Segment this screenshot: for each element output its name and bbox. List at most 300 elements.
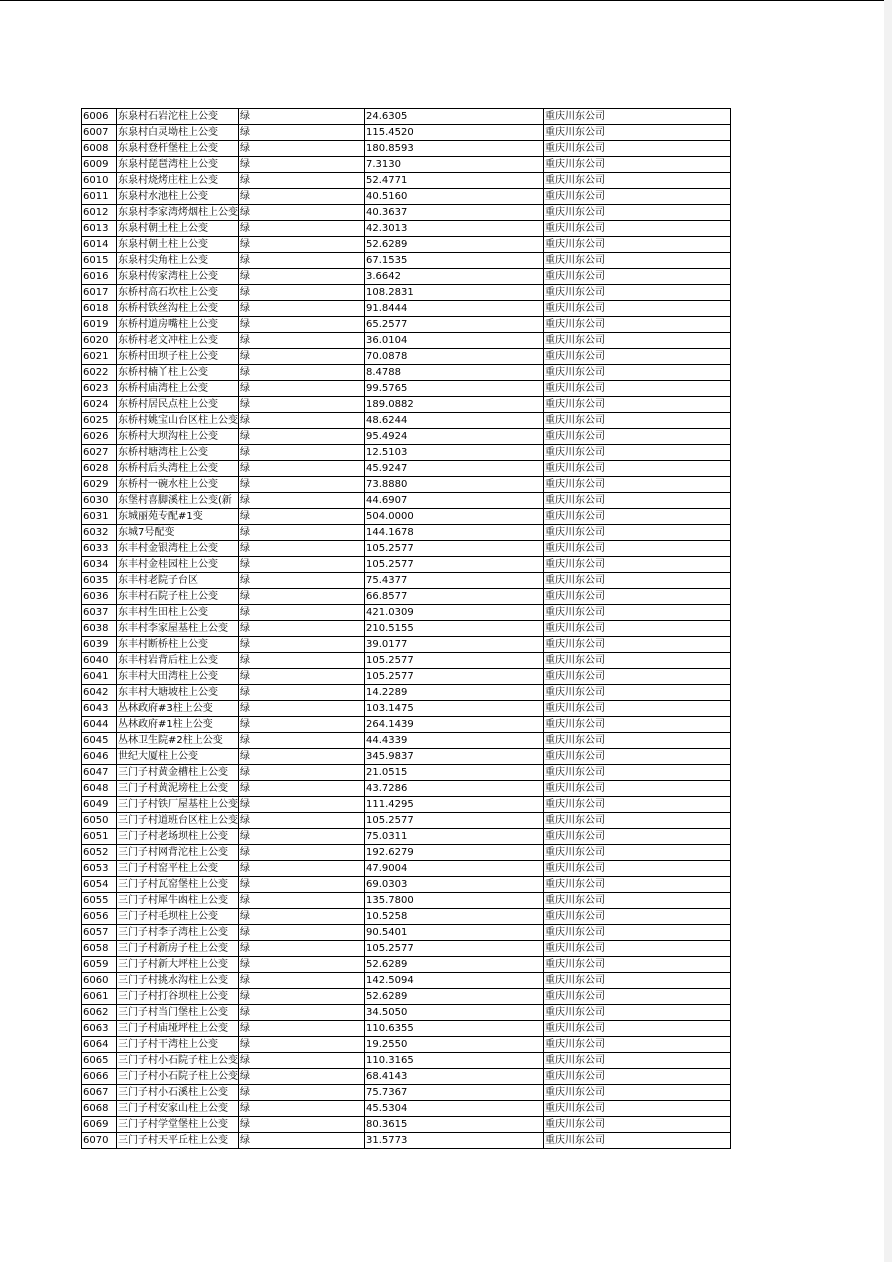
company-cell: 重庆川东公司 bbox=[544, 525, 731, 541]
transformer-name-cell: 三门子村道班台区柱上公变 bbox=[117, 813, 239, 829]
row-id-cell: 6061 bbox=[82, 989, 117, 1005]
table-row bbox=[82, 797, 731, 813]
row-id-cell: 6056 bbox=[82, 909, 117, 925]
row-id-cell: 6012 bbox=[82, 205, 117, 221]
table-row bbox=[82, 1005, 731, 1021]
status-color-cell: 绿 bbox=[239, 253, 365, 269]
table-row bbox=[82, 397, 731, 413]
row-id-cell: 6047 bbox=[82, 765, 117, 781]
company-cell: 重庆川东公司 bbox=[544, 653, 731, 669]
status-color-cell: 绿 bbox=[239, 301, 365, 317]
status-color-cell: 绿 bbox=[239, 477, 365, 493]
value-cell: 45.5304 bbox=[365, 1101, 544, 1117]
value-cell: 189.0882 bbox=[365, 397, 544, 413]
company-cell: 重庆川东公司 bbox=[544, 445, 731, 461]
value-cell: 180.8593 bbox=[365, 141, 544, 157]
transformer-name-cell: 东泉村水池柱上公变 bbox=[117, 189, 239, 205]
status-color-cell: 绿 bbox=[239, 349, 365, 365]
table-row bbox=[82, 253, 731, 269]
status-color-cell: 绿 bbox=[239, 989, 365, 1005]
row-id-cell: 6032 bbox=[82, 525, 117, 541]
company-cell: 重庆川东公司 bbox=[544, 941, 731, 957]
transformer-name-cell: 东泉村琵琶湾柱上公变 bbox=[117, 157, 239, 173]
status-color-cell: 绿 bbox=[239, 701, 365, 717]
table-row bbox=[82, 653, 731, 669]
transformer-name-cell: 丛林政府#1柱上公变 bbox=[117, 717, 239, 733]
row-id-cell: 6019 bbox=[82, 317, 117, 333]
company-cell: 重庆川东公司 bbox=[544, 397, 731, 413]
company-cell: 重庆川东公司 bbox=[544, 365, 731, 381]
row-id-cell: 6042 bbox=[82, 685, 117, 701]
value-cell: 144.1678 bbox=[365, 525, 544, 541]
status-color-cell: 绿 bbox=[239, 861, 365, 877]
company-cell: 重庆川东公司 bbox=[544, 957, 731, 973]
row-id-cell: 6040 bbox=[82, 653, 117, 669]
company-cell: 重庆川东公司 bbox=[544, 301, 731, 317]
row-id-cell: 6029 bbox=[82, 477, 117, 493]
table-row bbox=[82, 413, 731, 429]
transformer-name-cell: 东泉村烧烤庄柱上公变 bbox=[117, 173, 239, 189]
value-cell: 43.7286 bbox=[365, 781, 544, 797]
row-id-cell: 6008 bbox=[82, 141, 117, 157]
company-cell: 重庆川东公司 bbox=[544, 861, 731, 877]
table-row bbox=[82, 893, 731, 909]
row-id-cell: 6028 bbox=[82, 461, 117, 477]
transformer-name-cell: 东桥村后头湾柱上公变 bbox=[117, 461, 239, 477]
transformer-name-cell: 丛林卫生院#2柱上公变 bbox=[117, 733, 239, 749]
status-color-cell: 绿 bbox=[239, 1069, 365, 1085]
row-id-cell: 6010 bbox=[82, 173, 117, 189]
row-id-cell: 6043 bbox=[82, 701, 117, 717]
status-color-cell: 绿 bbox=[239, 621, 365, 637]
company-cell: 重庆川东公司 bbox=[544, 829, 731, 845]
status-color-cell: 绿 bbox=[239, 397, 365, 413]
status-color-cell: 绿 bbox=[239, 797, 365, 813]
status-color-cell: 绿 bbox=[239, 573, 365, 589]
transformer-name-cell: 三门子村庙垭坪柱上公变 bbox=[117, 1021, 239, 1037]
table-row bbox=[82, 509, 731, 525]
status-color-cell: 绿 bbox=[239, 237, 365, 253]
status-color-cell: 绿 bbox=[239, 125, 365, 141]
company-cell: 重庆川东公司 bbox=[544, 381, 731, 397]
transformer-name-cell: 世纪大厦柱上公变 bbox=[117, 749, 239, 765]
value-cell: 36.0104 bbox=[365, 333, 544, 349]
table-row bbox=[82, 157, 731, 173]
status-color-cell: 绿 bbox=[239, 109, 365, 125]
company-cell: 重庆川东公司 bbox=[544, 765, 731, 781]
company-cell: 重庆川东公司 bbox=[544, 477, 731, 493]
company-cell: 重庆川东公司 bbox=[544, 141, 731, 157]
value-cell: 105.2577 bbox=[365, 653, 544, 669]
status-color-cell: 绿 bbox=[239, 365, 365, 381]
table-row bbox=[82, 317, 731, 333]
value-cell: 105.2577 bbox=[365, 813, 544, 829]
status-color-cell: 绿 bbox=[239, 429, 365, 445]
table-row bbox=[82, 557, 731, 573]
row-id-cell: 6013 bbox=[82, 221, 117, 237]
company-cell: 重庆川东公司 bbox=[544, 893, 731, 909]
row-id-cell: 6041 bbox=[82, 669, 117, 685]
table-row bbox=[82, 717, 731, 733]
transformer-name-cell: 东泉村朝土柱上公变 bbox=[117, 237, 239, 253]
value-cell: 40.3637 bbox=[365, 205, 544, 221]
page-right-margin bbox=[884, 0, 892, 1262]
status-color-cell: 绿 bbox=[239, 1037, 365, 1053]
company-cell: 重庆川东公司 bbox=[544, 685, 731, 701]
company-cell: 重庆川东公司 bbox=[544, 605, 731, 621]
company-cell: 重庆川东公司 bbox=[544, 925, 731, 941]
company-cell: 重庆川东公司 bbox=[544, 333, 731, 349]
status-color-cell: 绿 bbox=[239, 141, 365, 157]
table-row bbox=[82, 445, 731, 461]
value-cell: 105.2577 bbox=[365, 557, 544, 573]
table-row bbox=[82, 861, 731, 877]
table-row bbox=[82, 221, 731, 237]
table-row bbox=[82, 941, 731, 957]
row-id-cell: 6048 bbox=[82, 781, 117, 797]
company-cell: 重庆川东公司 bbox=[544, 573, 731, 589]
table-row bbox=[82, 285, 731, 301]
company-cell: 重庆川东公司 bbox=[544, 157, 731, 173]
transformer-name-cell: 东桥村老文冲柱上公变 bbox=[117, 333, 239, 349]
table-row bbox=[82, 333, 731, 349]
company-cell: 重庆川东公司 bbox=[544, 413, 731, 429]
table-row bbox=[82, 189, 731, 205]
company-cell: 重庆川东公司 bbox=[544, 797, 731, 813]
transformer-name-cell: 三门子村瓦窑堡柱上公变 bbox=[117, 877, 239, 893]
value-cell: 21.0515 bbox=[365, 765, 544, 781]
value-cell: 44.4339 bbox=[365, 733, 544, 749]
row-id-cell: 6039 bbox=[82, 637, 117, 653]
table-row bbox=[82, 1117, 731, 1133]
row-id-cell: 6020 bbox=[82, 333, 117, 349]
table-row bbox=[82, 605, 731, 621]
transformer-name-cell: 东泉村传家湾柱上公变 bbox=[117, 269, 239, 285]
row-id-cell: 6022 bbox=[82, 365, 117, 381]
row-id-cell: 6065 bbox=[82, 1053, 117, 1069]
transformer-name-cell: 东丰村断桥柱上公变 bbox=[117, 637, 239, 653]
page-top-border bbox=[0, 0, 892, 1]
status-color-cell: 绿 bbox=[239, 1133, 365, 1149]
transformer-name-cell: 三门子村黄金槽柱上公变 bbox=[117, 765, 239, 781]
company-cell: 重庆川东公司 bbox=[544, 813, 731, 829]
table-body bbox=[82, 109, 731, 1149]
row-id-cell: 6031 bbox=[82, 509, 117, 525]
status-color-cell: 绿 bbox=[239, 1085, 365, 1101]
value-cell: 111.4295 bbox=[365, 797, 544, 813]
status-color-cell: 绿 bbox=[239, 909, 365, 925]
value-cell: 44.6907 bbox=[365, 493, 544, 509]
transformer-name-cell: 三门子村学堂堡柱上公变 bbox=[117, 1117, 239, 1133]
company-cell: 重庆川东公司 bbox=[544, 237, 731, 253]
row-id-cell: 6070 bbox=[82, 1133, 117, 1149]
value-cell: 80.3615 bbox=[365, 1117, 544, 1133]
company-cell: 重庆川东公司 bbox=[544, 909, 731, 925]
value-cell: 115.4520 bbox=[365, 125, 544, 141]
row-id-cell: 6015 bbox=[82, 253, 117, 269]
value-cell: 19.2550 bbox=[365, 1037, 544, 1053]
row-id-cell: 6054 bbox=[82, 877, 117, 893]
company-cell: 重庆川东公司 bbox=[544, 317, 731, 333]
transformer-name-cell: 东泉村李家湾烤烟柱上公变 bbox=[117, 205, 239, 221]
transformer-name-cell: 三门子村窑平柱上公变 bbox=[117, 861, 239, 877]
row-id-cell: 6021 bbox=[82, 349, 117, 365]
table-row bbox=[82, 205, 731, 221]
table-row bbox=[82, 1053, 731, 1069]
value-cell: 42.3013 bbox=[365, 221, 544, 237]
row-id-cell: 6051 bbox=[82, 829, 117, 845]
table-row bbox=[82, 589, 731, 605]
table-row bbox=[82, 141, 731, 157]
row-id-cell: 6034 bbox=[82, 557, 117, 573]
table-row bbox=[82, 829, 731, 845]
company-cell: 重庆川东公司 bbox=[544, 493, 731, 509]
status-color-cell: 绿 bbox=[239, 445, 365, 461]
company-cell: 重庆川东公司 bbox=[544, 221, 731, 237]
table-row bbox=[82, 349, 731, 365]
value-cell: 7.3130 bbox=[365, 157, 544, 173]
status-color-cell: 绿 bbox=[239, 685, 365, 701]
value-cell: 69.0303 bbox=[365, 877, 544, 893]
row-id-cell: 6064 bbox=[82, 1037, 117, 1053]
transformer-name-cell: 东桥村高石坎柱上公变 bbox=[117, 285, 239, 301]
value-cell: 99.5765 bbox=[365, 381, 544, 397]
transformer-name-cell: 三门子村小石溪柱上公变 bbox=[117, 1085, 239, 1101]
status-color-cell: 绿 bbox=[239, 589, 365, 605]
transformer-name-cell: 东堡村喜脚溪柱上公变(新 bbox=[117, 493, 239, 509]
status-color-cell: 绿 bbox=[239, 653, 365, 669]
company-cell: 重庆川东公司 bbox=[544, 669, 731, 685]
value-cell: 3.6642 bbox=[365, 269, 544, 285]
status-color-cell: 绿 bbox=[239, 1117, 365, 1133]
company-cell: 重庆川东公司 bbox=[544, 541, 731, 557]
table-row bbox=[82, 1101, 731, 1117]
table-row bbox=[82, 429, 731, 445]
row-id-cell: 6050 bbox=[82, 813, 117, 829]
value-cell: 90.5401 bbox=[365, 925, 544, 941]
value-cell: 45.9247 bbox=[365, 461, 544, 477]
row-id-cell: 6036 bbox=[82, 589, 117, 605]
company-cell: 重庆川东公司 bbox=[544, 109, 731, 125]
company-cell: 重庆川东公司 bbox=[544, 173, 731, 189]
value-cell: 110.3165 bbox=[365, 1053, 544, 1069]
status-color-cell: 绿 bbox=[239, 813, 365, 829]
value-cell: 75.7367 bbox=[365, 1085, 544, 1101]
transformer-name-cell: 三门子村网背沱柱上公变 bbox=[117, 845, 239, 861]
row-id-cell: 6023 bbox=[82, 381, 117, 397]
table-row bbox=[82, 541, 731, 557]
table-row bbox=[82, 957, 731, 973]
status-color-cell: 绿 bbox=[239, 557, 365, 573]
row-id-cell: 6038 bbox=[82, 621, 117, 637]
company-cell: 重庆川东公司 bbox=[544, 1117, 731, 1133]
table-row bbox=[82, 813, 731, 829]
row-id-cell: 6063 bbox=[82, 1021, 117, 1037]
row-id-cell: 6049 bbox=[82, 797, 117, 813]
status-color-cell: 绿 bbox=[239, 605, 365, 621]
company-cell: 重庆川东公司 bbox=[544, 1101, 731, 1117]
transformer-name-cell: 三门子村李子湾柱上公变 bbox=[117, 925, 239, 941]
table-row bbox=[82, 173, 731, 189]
transformer-name-cell: 东丰村金桂园柱上公变 bbox=[117, 557, 239, 573]
value-cell: 192.6279 bbox=[365, 845, 544, 861]
table-row bbox=[82, 621, 731, 637]
transformer-name-cell: 三门子村干湾柱上公变 bbox=[117, 1037, 239, 1053]
transformer-name-cell: 三门子村铁厂屋基柱上公变 bbox=[117, 797, 239, 813]
transformer-name-cell: 东城丽苑专配#1变 bbox=[117, 509, 239, 525]
company-cell: 重庆川东公司 bbox=[544, 429, 731, 445]
value-cell: 68.4143 bbox=[365, 1069, 544, 1085]
transformer-name-cell: 丛林政府#3柱上公变 bbox=[117, 701, 239, 717]
company-cell: 重庆川东公司 bbox=[544, 877, 731, 893]
value-cell: 31.5773 bbox=[365, 1133, 544, 1149]
status-color-cell: 绿 bbox=[239, 173, 365, 189]
company-cell: 重庆川东公司 bbox=[544, 701, 731, 717]
value-cell: 52.4771 bbox=[365, 173, 544, 189]
status-color-cell: 绿 bbox=[239, 1005, 365, 1021]
company-cell: 重庆川东公司 bbox=[544, 845, 731, 861]
row-id-cell: 6007 bbox=[82, 125, 117, 141]
transformer-name-cell: 三门子村新房子柱上公变 bbox=[117, 941, 239, 957]
status-color-cell: 绿 bbox=[239, 157, 365, 173]
value-cell: 504.0000 bbox=[365, 509, 544, 525]
status-color-cell: 绿 bbox=[239, 285, 365, 301]
table-row bbox=[82, 125, 731, 141]
status-color-cell: 绿 bbox=[239, 829, 365, 845]
table-row bbox=[82, 749, 731, 765]
value-cell: 110.6355 bbox=[365, 1021, 544, 1037]
transformer-name-cell: 三门子村小石院子柱上公变 bbox=[117, 1069, 239, 1085]
status-color-cell: 绿 bbox=[239, 877, 365, 893]
company-cell: 重庆川东公司 bbox=[544, 621, 731, 637]
table-row bbox=[82, 381, 731, 397]
company-cell: 重庆川东公司 bbox=[544, 285, 731, 301]
status-color-cell: 绿 bbox=[239, 717, 365, 733]
value-cell: 103.1475 bbox=[365, 701, 544, 717]
transformer-name-cell: 东桥村铁丝沟柱上公变 bbox=[117, 301, 239, 317]
value-cell: 8.4788 bbox=[365, 365, 544, 381]
table-row bbox=[82, 989, 731, 1005]
status-color-cell: 绿 bbox=[239, 189, 365, 205]
table-row bbox=[82, 701, 731, 717]
status-color-cell: 绿 bbox=[239, 541, 365, 557]
row-id-cell: 6060 bbox=[82, 973, 117, 989]
transformer-name-cell: 三门子村小石院子柱上公变 bbox=[117, 1053, 239, 1069]
table-row bbox=[82, 637, 731, 653]
row-id-cell: 6027 bbox=[82, 445, 117, 461]
status-color-cell: 绿 bbox=[239, 973, 365, 989]
value-cell: 142.5094 bbox=[365, 973, 544, 989]
value-cell: 48.6244 bbox=[365, 413, 544, 429]
value-cell: 75.4377 bbox=[365, 573, 544, 589]
table-row bbox=[82, 733, 731, 749]
value-cell: 39.0177 bbox=[365, 637, 544, 653]
company-cell: 重庆川东公司 bbox=[544, 189, 731, 205]
status-color-cell: 绿 bbox=[239, 221, 365, 237]
table-row bbox=[82, 669, 731, 685]
transformer-name-cell: 东丰村金银湾柱上公变 bbox=[117, 541, 239, 557]
table-row bbox=[82, 1133, 731, 1149]
company-cell: 重庆川东公司 bbox=[544, 733, 731, 749]
value-cell: 12.5103 bbox=[365, 445, 544, 461]
row-id-cell: 6053 bbox=[82, 861, 117, 877]
value-cell: 24.6305 bbox=[365, 109, 544, 125]
table-row bbox=[82, 477, 731, 493]
table-row bbox=[82, 1069, 731, 1085]
row-id-cell: 6059 bbox=[82, 957, 117, 973]
row-id-cell: 6046 bbox=[82, 749, 117, 765]
value-cell: 47.9004 bbox=[365, 861, 544, 877]
table-row bbox=[82, 925, 731, 941]
transformer-name-cell: 东桥村楠丫柱上公变 bbox=[117, 365, 239, 381]
transformer-name-cell: 东丰村大田湾柱上公变 bbox=[117, 669, 239, 685]
transformer-name-cell: 三门子村老场坝柱上公变 bbox=[117, 829, 239, 845]
value-cell: 264.1439 bbox=[365, 717, 544, 733]
company-cell: 重庆川东公司 bbox=[544, 1021, 731, 1037]
value-cell: 67.1535 bbox=[365, 253, 544, 269]
transformer-name-cell: 东丰村大塘坡柱上公变 bbox=[117, 685, 239, 701]
value-cell: 14.2289 bbox=[365, 685, 544, 701]
value-cell: 210.5155 bbox=[365, 621, 544, 637]
row-id-cell: 6014 bbox=[82, 237, 117, 253]
transformer-name-cell: 东丰村岩背后柱上公变 bbox=[117, 653, 239, 669]
company-cell: 重庆川东公司 bbox=[544, 1037, 731, 1053]
table-row bbox=[82, 973, 731, 989]
company-cell: 重庆川东公司 bbox=[544, 1053, 731, 1069]
status-color-cell: 绿 bbox=[239, 733, 365, 749]
company-cell: 重庆川东公司 bbox=[544, 509, 731, 525]
company-cell: 重庆川东公司 bbox=[544, 349, 731, 365]
transformer-name-cell: 三门子村天平丘柱上公变 bbox=[117, 1133, 239, 1149]
company-cell: 重庆川东公司 bbox=[544, 989, 731, 1005]
transformer-name-cell: 东泉村登杆堡柱上公变 bbox=[117, 141, 239, 157]
value-cell: 345.9837 bbox=[365, 749, 544, 765]
row-id-cell: 6062 bbox=[82, 1005, 117, 1021]
company-cell: 重庆川东公司 bbox=[544, 717, 731, 733]
table-row bbox=[82, 685, 731, 701]
table-row bbox=[82, 573, 731, 589]
value-cell: 40.5160 bbox=[365, 189, 544, 205]
value-cell: 108.2831 bbox=[365, 285, 544, 301]
transformer-name-cell: 东丰村李家屋基柱上公变 bbox=[117, 621, 239, 637]
company-cell: 重庆川东公司 bbox=[544, 269, 731, 285]
transformer-name-cell: 三门子村黄泥塝柱上公变 bbox=[117, 781, 239, 797]
table-row bbox=[82, 237, 731, 253]
value-cell: 70.0878 bbox=[365, 349, 544, 365]
transformer-name-cell: 东桥村姚宝山台区柱上公变 bbox=[117, 413, 239, 429]
company-cell: 重庆川东公司 bbox=[544, 1069, 731, 1085]
status-color-cell: 绿 bbox=[239, 637, 365, 653]
row-id-cell: 6066 bbox=[82, 1069, 117, 1085]
value-cell: 91.8444 bbox=[365, 301, 544, 317]
transformer-name-cell: 东桥村庙湾柱上公变 bbox=[117, 381, 239, 397]
transformer-name-cell: 三门子村毛坝柱上公变 bbox=[117, 909, 239, 925]
table-row bbox=[82, 1085, 731, 1101]
row-id-cell: 6024 bbox=[82, 397, 117, 413]
status-color-cell: 绿 bbox=[239, 317, 365, 333]
status-color-cell: 绿 bbox=[239, 269, 365, 285]
status-color-cell: 绿 bbox=[239, 381, 365, 397]
status-color-cell: 绿 bbox=[239, 957, 365, 973]
row-id-cell: 6026 bbox=[82, 429, 117, 445]
row-id-cell: 6017 bbox=[82, 285, 117, 301]
value-cell: 75.0311 bbox=[365, 829, 544, 845]
table-row bbox=[82, 845, 731, 861]
transformer-name-cell: 三门子村犀牛凼柱上公变 bbox=[117, 893, 239, 909]
value-cell: 66.8577 bbox=[365, 589, 544, 605]
value-cell: 52.6289 bbox=[365, 989, 544, 1005]
transformer-name-cell: 东泉村尖角柱上公变 bbox=[117, 253, 239, 269]
